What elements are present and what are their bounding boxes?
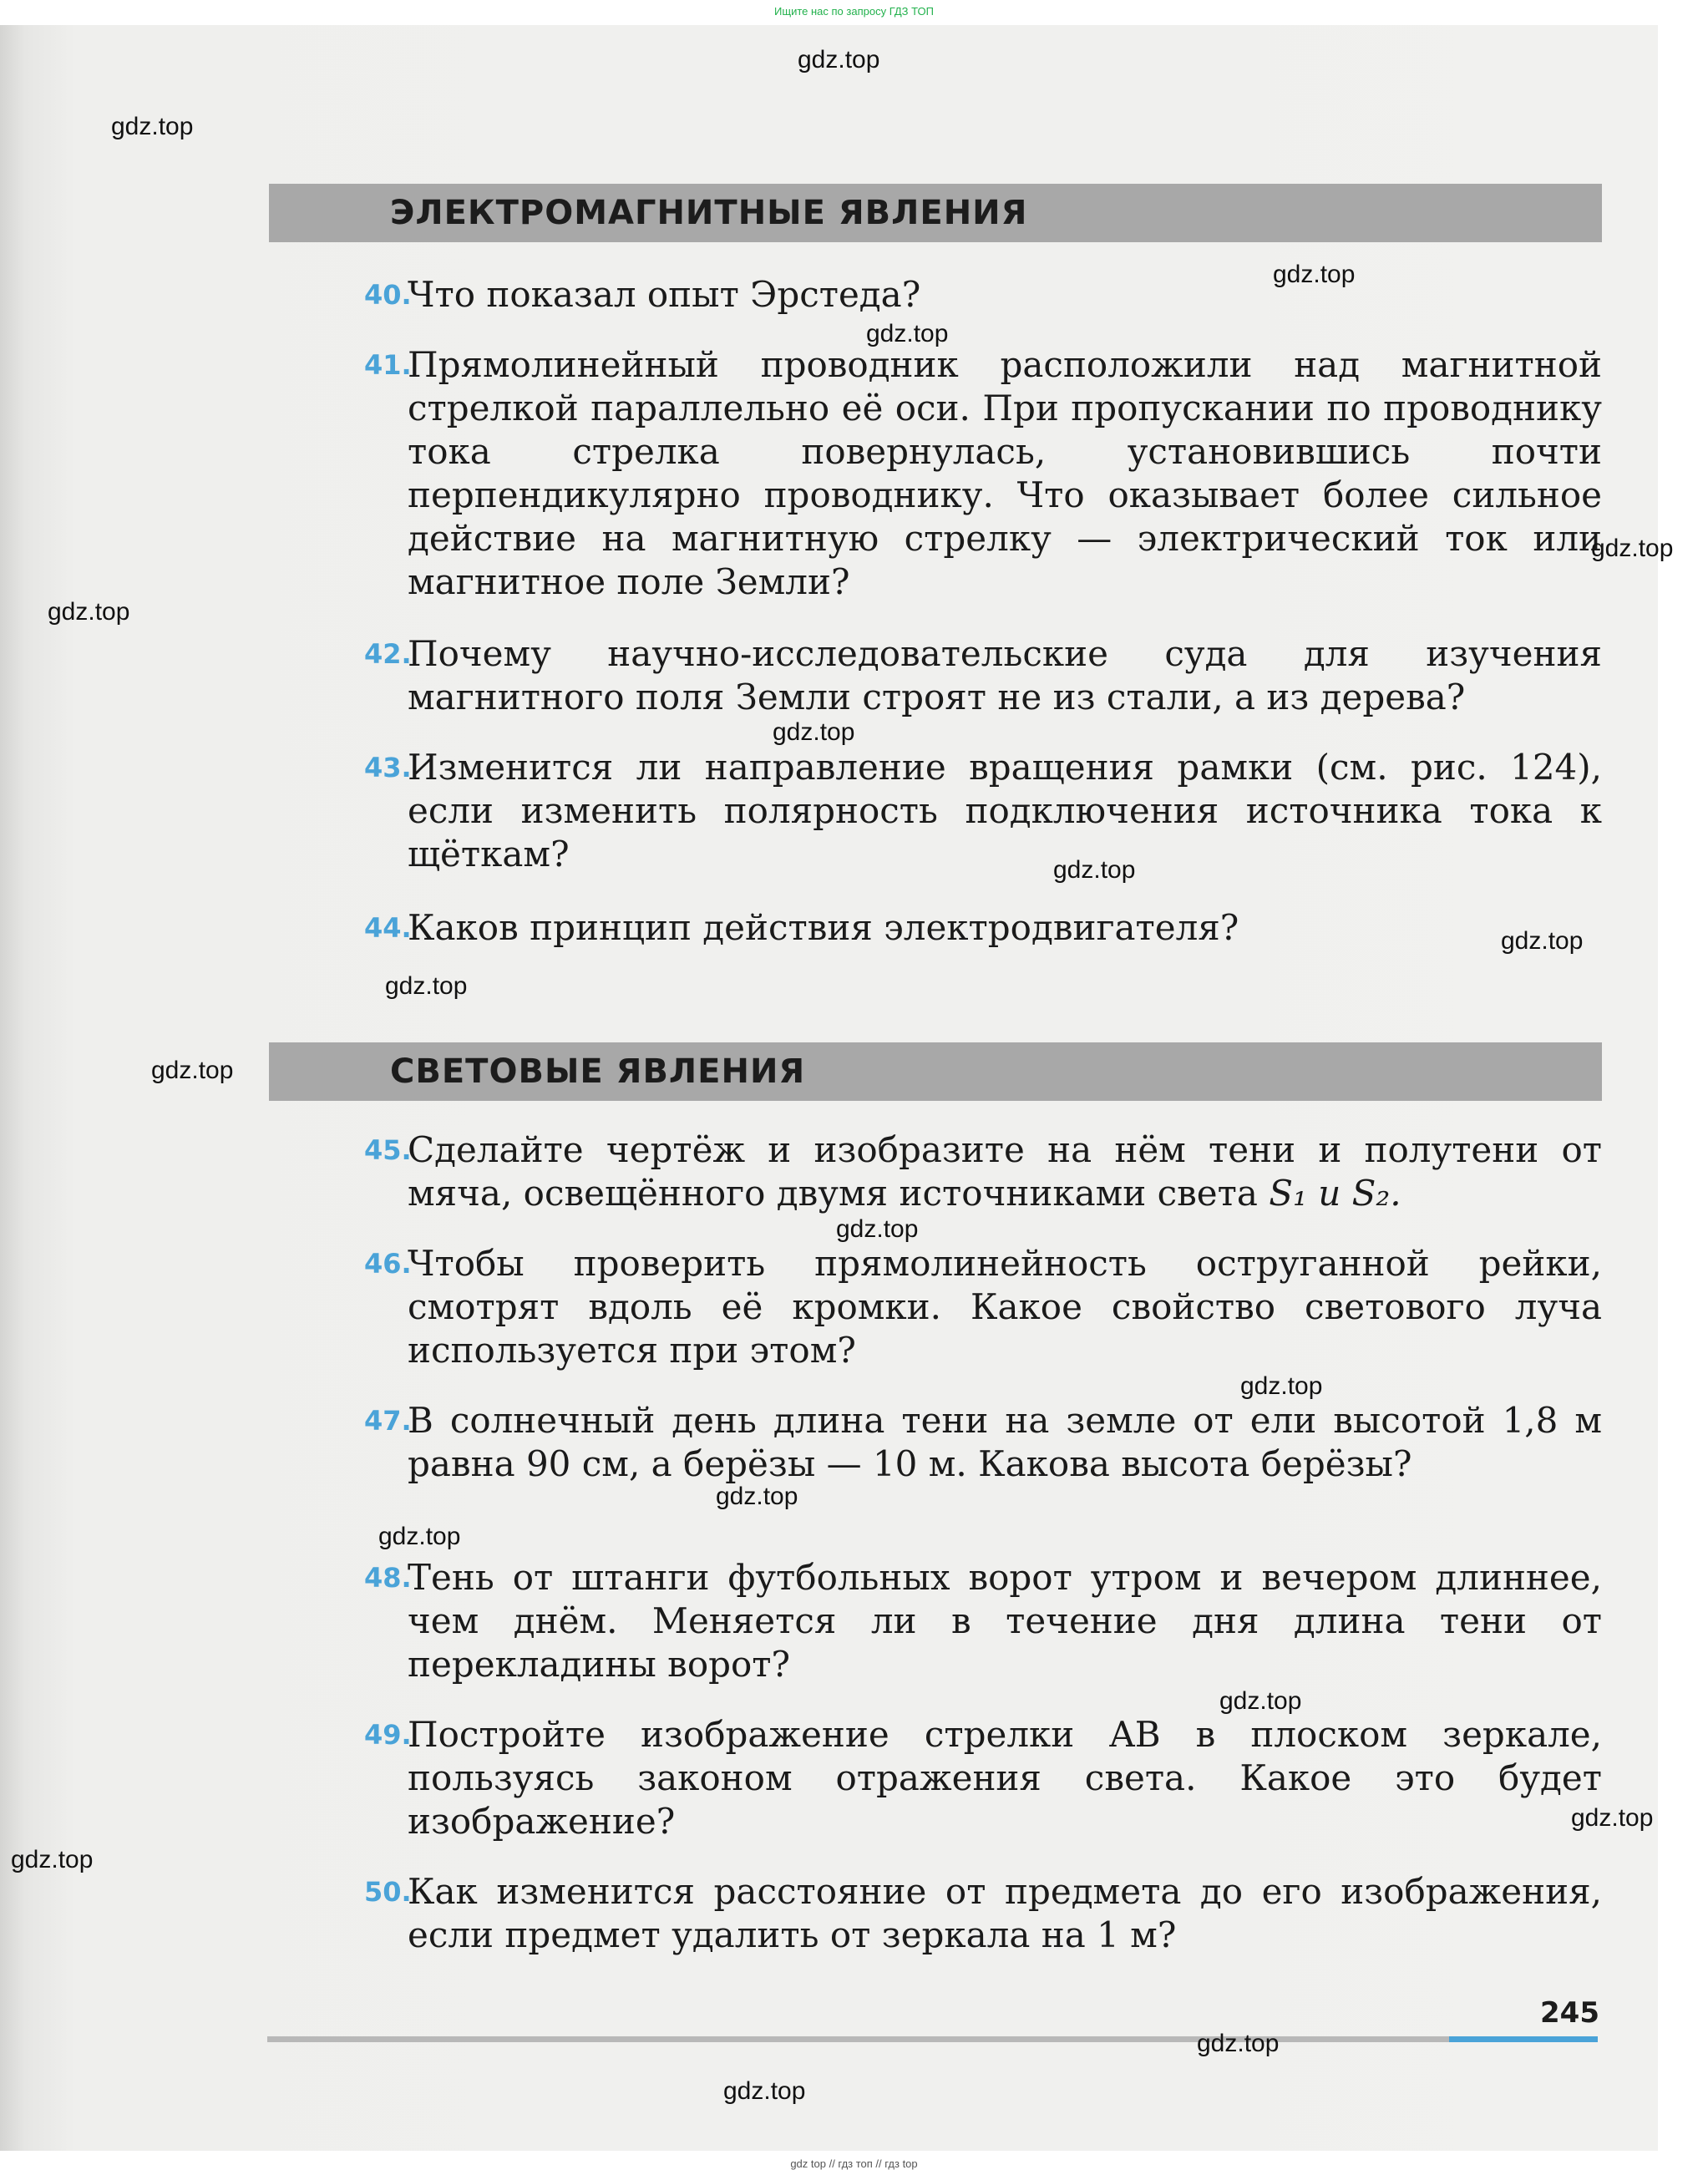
watermark: gdz.top <box>1219 1687 1302 1715</box>
bottom-banner: gdz top // гдз топ // гдз top <box>790 2157 918 2170</box>
question-text: Чтобы проверить прямолинейность оструганной рейки, смотрят вдоль её кромки. Какое свойство светового луча используется при этом? <box>408 1243 1602 1371</box>
question-46 <box>364 1242 1602 1372</box>
question-45 <box>364 1128 1602 1215</box>
watermark: gdz.top <box>111 113 194 140</box>
question-text <box>408 1128 1602 1215</box>
question-number: 48. <box>364 1562 412 1594</box>
question-42 <box>364 632 1602 719</box>
question-number: 43. <box>364 752 412 783</box>
watermark: gdz.top <box>385 972 468 1000</box>
formula-s1-s2: S₁ и S₂. <box>1269 1173 1401 1214</box>
watermark: gdz.top <box>866 320 949 347</box>
question-number: 44. <box>364 912 412 944</box>
question-number: 45. <box>364 1134 412 1166</box>
watermark: gdz.top <box>1571 1804 1654 1832</box>
watermark: gdz.top <box>836 1215 919 1243</box>
watermark: gdz.top <box>151 1057 234 1084</box>
question-text-main: Сделайте чертёж и изобразите на нём тени и полутени от мяча, освещённого двумя источниками света <box>408 1129 1602 1214</box>
watermark: gdz.top <box>48 598 130 626</box>
section-header-electromagnetic: ЭЛЕКТРОМАГНИТНЫЕ ЯВЛЕНИЯ <box>269 184 1602 242</box>
question-number: 40. <box>364 279 412 311</box>
top-banner: Ищите нас по запросу ГДЗ ТОП <box>774 5 934 18</box>
question-43 <box>364 746 1602 876</box>
question-text: Почему научно-исследовательские суда для изучения магнитного поля Земли строят не из стали, а из дерева? <box>408 633 1602 717</box>
question-text: В солнечный день длина тени на земле от ели высотой 1,8 м равна 90 см, а берёзы — 10 м. Какова высота берёзы? <box>408 1400 1602 1484</box>
question-text: Как изменится расстояние от предмета до его изображения, если предмет удалить от зеркала на 1 м? <box>408 1871 1602 1955</box>
question-47 <box>364 1399 1602 1486</box>
question-text: Изменится ли направление вращения рамки (см. рис. 124), если изменить полярность подключения источника тока к щёткам? <box>408 747 1602 875</box>
question-text: Постройте изображение стрелки AB в плоском зеркале, пользуясь законом отражения света. Какое это будет изображение? <box>408 1714 1602 1842</box>
question-number: 41. <box>364 349 412 381</box>
page-number: 245 <box>1540 1996 1599 2030</box>
question-44 <box>364 906 1602 950</box>
watermark: gdz.top <box>716 1483 798 1510</box>
watermark: gdz.top <box>1197 2030 1280 2057</box>
section-header-light: СВЕТОВЫЕ ЯВЛЕНИЯ <box>269 1042 1602 1101</box>
question-number: 49. <box>364 1719 412 1751</box>
question-text: Прямолинейный проводник расположили над магнитной стрелкой параллельно её оси. При пропускании по проводнику тока стрелка повернулась, установившись почти перпендикулярно проводнику. Что оказывает более сильное действие на магнитную стрелку — электрический ток или магнитное поле Земли? <box>408 344 1602 602</box>
question-text: Что показал опыт Эрстеда? <box>408 274 921 315</box>
question-number: 42. <box>364 638 412 670</box>
watermark: gdz.top <box>1273 261 1356 288</box>
question-49 <box>364 1713 1602 1843</box>
question-text: Каков принцип действия электродвигателя? <box>408 907 1239 948</box>
textbook-page <box>0 25 1658 2151</box>
question-50 <box>364 1870 1602 1957</box>
watermark: gdz.top <box>723 2077 806 2105</box>
question-number: 47. <box>364 1405 412 1437</box>
watermark: gdz.top <box>1240 1372 1323 1400</box>
question-40 <box>364 273 1602 317</box>
watermark: gdz.top <box>11 1846 94 1873</box>
question-number: 50. <box>364 1876 412 1908</box>
watermark: gdz.top <box>1501 927 1584 955</box>
watermark: gdz.top <box>1591 535 1674 562</box>
watermark: gdz.top <box>773 718 855 746</box>
question-text: Тень от штанги футбольных ворот утром и вечером длиннее, чем днём. Меняется ли в течение дня длина тени от перекладины ворот? <box>408 1557 1602 1685</box>
footer-rule-accent <box>1449 2036 1598 2042</box>
question-41 <box>364 343 1602 604</box>
question-48 <box>364 1556 1602 1686</box>
question-number: 46. <box>364 1248 412 1280</box>
watermark: gdz.top <box>1053 856 1136 884</box>
watermark: gdz.top <box>798 46 880 74</box>
watermark: gdz.top <box>378 1523 461 1550</box>
